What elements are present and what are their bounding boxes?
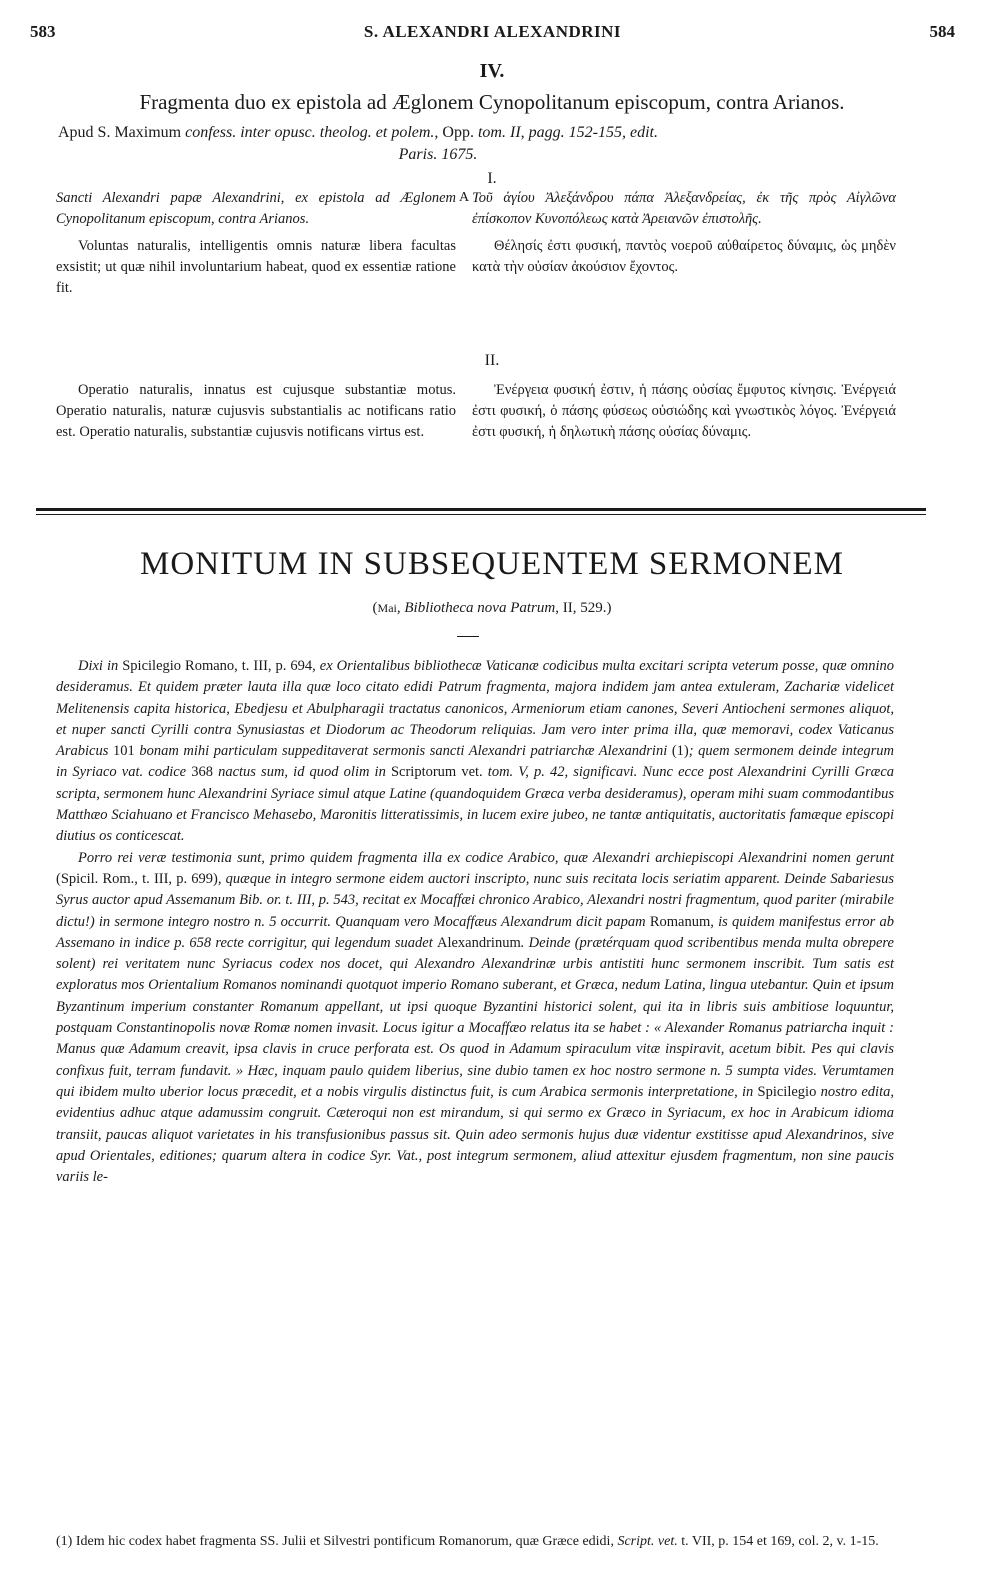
fragment-one-latin-text: Voluntas naturalis, intelligentis omnis naturæ libera facultas exsistit; ut quæ nihil involuntarium habeat, quod ex essentiæ ratione fit. <box>56 238 456 296</box>
p2-c: , quæque in integro sermone eidem auctori inscripto, nunc suis recitata locis seriatim apparent. Deinde Sabariesus Syrus auctor apud Assemanum Bib. or. t. III, p. 543, recitat ex Mocaffæi chronico Arabico, Alexandri nostri fragmentum, quod pariter (mirabile dictu!) in sermone integro nostro n. 5 occurrit. Quanquam vero Mocaffæus Alexandrum dicit papam <box>56 870 894 930</box>
p1-footnote-mark: (1) <box>671 743 689 760</box>
body-paragraph-1 <box>56 656 894 848</box>
body-paragraph-2 <box>56 848 894 1189</box>
monitum-title: MONITUM IN SUBSEQUENTEM SERMONEM <box>140 546 844 582</box>
p1-j: Scriptorum vet. <box>390 764 483 781</box>
p2-d: Romanum <box>649 913 711 930</box>
footnote-ref: t. VII, p. 154 et 169, col. 2, v. 1-15. <box>677 1534 879 1549</box>
fragment-one-latin <box>56 188 456 299</box>
monitum-source-open: ( <box>372 600 378 616</box>
p1-g: ; quem sermonem deinde integrum in Syriaco vat. codice <box>56 743 895 781</box>
section-divider-thin <box>36 514 926 515</box>
section-title: Fragmenta duo ex epistola ad Æglonem Cynopolitanum episcopum, contra Arianos. <box>139 90 845 114</box>
p2-e: , is quidem manifestus error ab Assemano in indice p. 658 recte corrigitur, qui legendum suadet <box>56 913 894 951</box>
fragment-one-greek-text: Θέλησίς ἐστι φυσική, παντὸς νοεροῦ αὐθαίρετος δύναμις, ὡς μηδὲν κατὰ τὴν οὐσίαν ἀκούσιον ἔχοντος. <box>472 238 896 275</box>
fragment-one-latin-heading: Sancti Alexandri papæ Alexandrini, ex epistola ad Æglonem Cynopolitanum episcopum, contra Arianos. <box>56 190 456 227</box>
p1-e: bonam mihi particulam suppeditaverat sermonis sancti Alexandri patriarchæ Alexandrini <box>134 743 672 760</box>
monitum-source-work: , Bibliotheca nova Patrum <box>396 600 556 616</box>
fragment-two-greek-text: Ἐνέργεια φυσική ἐστιν, ἡ πάσης οὐσίας ἔμφυτος κίνησις. Ἐνέργειά ἐστι φυσική, ὁ πάσης φύσεως οὐσιώδης καὶ γνωστικὸς λόγος. Ἐνέργειά ἐστι φυσική, ἡ δηλωτικὴ πάσης οὐσίας δύναμις. <box>472 382 896 440</box>
footnote-text: Idem hic codex habet fragmenta SS. Julii et Silvestri pontificum Romanorum, quæ Græce edidi, <box>72 1534 618 1549</box>
p1-a: Dixi in <box>78 658 123 674</box>
footnote-mark: (1) <box>56 1534 73 1549</box>
p2-h: Spicilegio <box>757 1083 817 1100</box>
fragment-two-numeral: II. <box>484 352 500 369</box>
fragment-two-latin-text: Operatio naturalis, innatus est cujusque substantiæ motus. Operatio naturalis, naturæ cujusvis substantialis ac notificans ratio est. Operatio naturalis, substantiæ cujusvis notificans virtus est. <box>56 382 456 440</box>
source-tom: tom. II, pagg. 152-155, edit. <box>473 124 658 141</box>
monitum-source-author: Mai <box>377 601 397 615</box>
fragment-two-latin <box>56 380 456 443</box>
section-number: IV. <box>479 60 505 82</box>
fragment-one-greek-heading: Τοῦ ἁγίου Ἀλεξάνδρου πάπα Ἀλεξανδρείας, ἐκ τῆς πρὸς Αἰγλῶνα ἐπίσκοπον Κυνοπόλεως κατὰ Ἀρειανῶν ἐπιστολῆς. <box>472 190 896 227</box>
monitum-body <box>56 656 894 1188</box>
source-line-2: Paris. 1675. <box>398 146 478 163</box>
page-number-left: 583 <box>30 22 56 41</box>
p2-a: Porro rei veræ testimonia sunt, primo quidem fragmenta illa ex codice Arabico, quæ Alexandri archiepiscopi Alexandrini nomen gerunt <box>78 849 894 866</box>
fragment-one-greek <box>472 188 896 278</box>
monitum-source-ref: , II, 529.) <box>555 600 612 616</box>
page-number-right: 584 <box>929 22 955 41</box>
source-opusc: confess. inter opusc. theolog. et polem., <box>181 124 443 141</box>
p2-f: Alexandrinum <box>436 934 521 951</box>
p2-i: nostro edita, evidentius adhuc atque adamussim congruit. Cæteroqui non est mirandum, si qui sermo ex Græco in Syriacum, ex hoc in Arabicum idioma transiit, paucas aliquot varietates in his transfusionibus passus sit. Quin adeo sermonis hujus duæ videntur exstitisse apud Alexandrinos, sive apud Orientales, editiones; quarum altera in codice Syr. Vat., post integrum sermonem, aliud attexitur ejusdem fragmentum, non sine paucis variis le- <box>56 1083 894 1186</box>
source-opp: Opp. <box>442 124 474 141</box>
source-line-1 <box>58 124 658 141</box>
p2-g: . Deinde (prætérquam quod scribentibus menda multa obrepere solent) rei veritatem nunc Syriacus codex nos docet, qui Alexandro Alexandrinæ urbis antistiti hunc sermonem inscribit. Tum satis est exploratus mos Orientalium Romanos nominandi quotquot imperio Romano suberant, et Græca, nedum Latina, lingua utebantur. Quin et ipsum Byzantinum imperium constanter Romanum appellant, ut ipsi quoque Byzantini historici solent, qui ita in libris suis ambitiose loquuntur, postquam Constantinopolis novæ Romæ nomen invasit. Locus igitur a Mocaffæo relatus ita se habet : « Alexander Romanus patriarcha inquit : Manus quæ Adamum creavit, ipsa clavis in cruce perforata est. Os quod in Adamum spiraculum vitæ inspiravit, acetum bibit. Pes qui clavis confixus fuit, terram fundavit. » Hæc, inquam paulo quidem liberius, sine dubio tamen ex hoc nostro sermone n. 5 sumpta vides. Verumtamen qui ibidem multo uberior locus præcedit, et a nobis virgulis distinctus fuit, is cum Arabica sermonis interpretatione, in <box>56 934 894 1100</box>
running-head <box>30 22 955 44</box>
source-apud: Apud S. Maximum <box>58 124 182 141</box>
fragment-two-greek <box>472 380 896 443</box>
monitum-source <box>0 600 984 617</box>
source-citation <box>58 122 938 166</box>
p1-b: Spicilegio Romano, t. III, p. 694 <box>122 658 313 674</box>
column-marker-a: A <box>459 190 470 205</box>
section-divider-thick <box>36 508 926 511</box>
p1-c: , ex Orientalibus bibliothecæ Vaticanæ codicibus multa excitari scripta veterum posse, quæ omnino desideramus. Et quidem præter lauta illa quæ loco citato edidi Patrum fragmenta, majora indidem jam antea extuleram, Zachariæ videlicet Melitenensis capita historica, Ebedjesu et Abulpharagii tractatus canonicos, Armeniorum etiam canones, Severi Antiocheni sermones aliquot, et nuper sancti Cyrilli contra Synusiastas et Diodorum ac Theodorum reliquias. Jam vero inter prima illa, quæ memoravi, codex Vaticanus Arabicus <box>56 658 895 760</box>
p2-b: (Spicil. Rom., t. III, p. 699) <box>56 870 218 887</box>
p1-k: tom. V, p. 42, significavi. Nunc ecce post Alexandrini Cyrilli Græca scripta, sermonem hunc Alexandrini Syriace simul atque Latine (quandoquidem Græca verba desideramus), operam mihi suam commodantibus Matthæo Sciahuano et Francisco Mehasebo, Maronitis litteratissimis, in lucem exire jubeo, ne tantæ antiquitatis, auctoritatis famæque episcopi diutius os conticescat. <box>56 764 895 845</box>
p1-i: nactus sum, id quod olim in <box>212 764 391 781</box>
p1-d: 101 <box>112 743 135 760</box>
footnote <box>56 1532 916 1551</box>
running-title: S. ALEXANDRI ALEXANDRINI <box>363 22 622 41</box>
footnote-ref-italic: Script. vet. <box>617 1534 678 1549</box>
short-dash-divider <box>457 636 479 637</box>
p1-h: 368 <box>191 764 213 781</box>
fragment-one-numeral: I. <box>487 170 497 187</box>
